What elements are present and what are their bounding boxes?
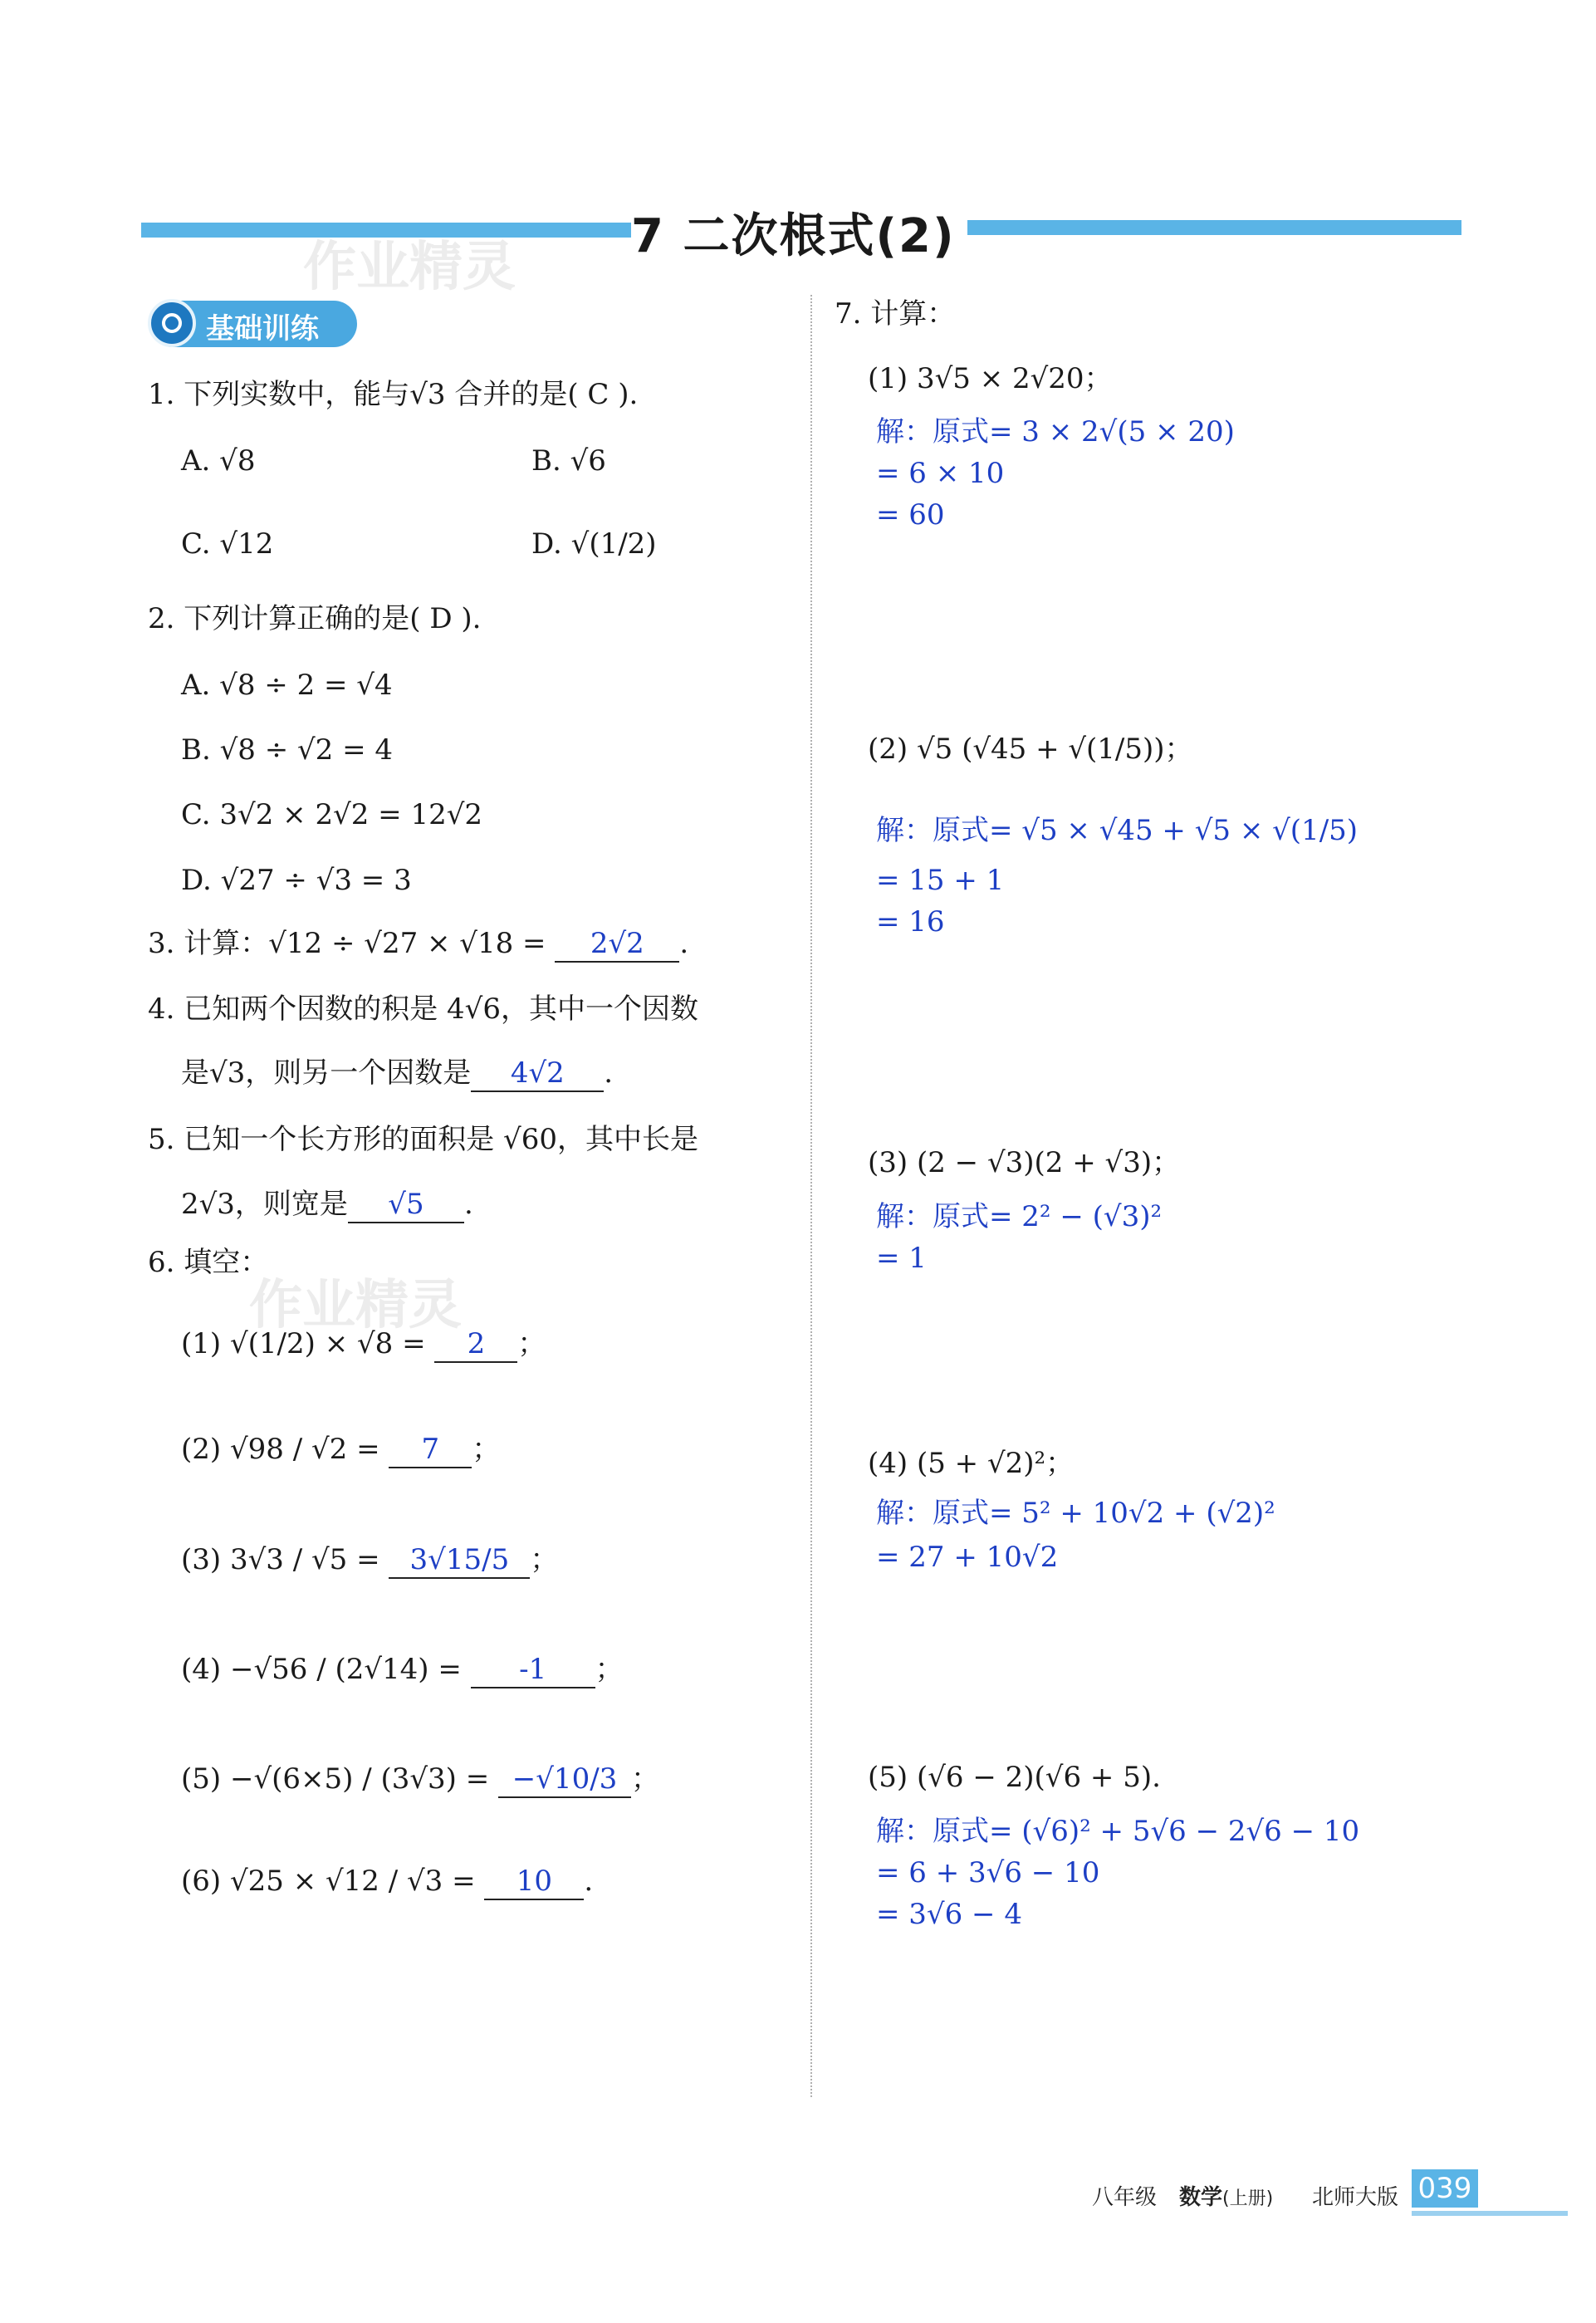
question-6-6-text: (6) √25 × √12 / √3 = <box>181 1865 476 1898</box>
question-5-line1: 5. 已知一个长方形的面积是 √60，其中长是 <box>148 1123 698 1156</box>
question-6: 6. 填空： <box>148 1246 269 1279</box>
solution-7-1-step2: = 6 × 10 <box>876 457 1005 490</box>
column-divider <box>810 295 812 2097</box>
question-1: 1. 下列实数中，能与√3 合并的是( C ). <box>148 378 639 411</box>
page-number-bar <box>1412 2211 1568 2216</box>
footer-volume: (上册) <box>1222 2188 1274 2209</box>
answer-6-2: 7 <box>389 1433 472 1468</box>
watermark-mid: 作业精灵 <box>249 1275 462 1336</box>
question-6-6: (6) √25 × √12 / √3 = 10 . <box>181 1865 593 1900</box>
solution-7-5-step3: = 3√6 − 4 <box>876 1898 1022 1931</box>
footer-subject <box>1179 2180 1273 2211</box>
answer-6-3: 3√15/5 <box>389 1543 530 1579</box>
question-2: 2. 下列计算正确的是( D ). <box>148 602 482 635</box>
title-bar-right <box>967 220 1461 235</box>
answer-3: 2√2 <box>555 927 679 963</box>
footer-subject-name: 数学 <box>1179 2185 1223 2210</box>
question-6-3-text: (3) 3√3 / √5 = <box>181 1543 380 1576</box>
watermark-top: 作业精灵 <box>303 237 516 298</box>
solution-7-5-step2: = 6 + 3√6 − 10 <box>876 1856 1100 1889</box>
question-6-4-text: (4) −√56 / (2√14) = <box>181 1653 462 1686</box>
option-2b: B. √8 ÷ √2 = 4 <box>181 733 394 767</box>
question-6-3: (3) 3√3 / √5 = 3√15/5 ； <box>181 1543 558 1579</box>
solution-7-2-step1: 解：原式= √5 × √45 + √5 × √(1/5) <box>876 814 1359 847</box>
question-5-line2: 2√3，则宽是 √5 . <box>181 1188 473 1223</box>
question-4-line1: 4. 已知两个因数的积是 4√6，其中一个因数 <box>148 992 698 1026</box>
option-1a: A. √8 <box>181 444 256 478</box>
question-3-text: 3. 计算：√12 ÷ √27 × √18 = <box>148 927 556 960</box>
section-label: 基础训练 <box>206 312 319 346</box>
page-number: 039 <box>1412 2169 1478 2208</box>
solution-7-3-step2: = 1 <box>876 1242 927 1275</box>
footer-edition: 北师大版 <box>1312 2185 1399 2210</box>
question-6-5-text: (5) −√(6×5) / (3√3) = <box>181 1762 490 1796</box>
question-4-line2: 是√3，则另一个因数是 4√2 . <box>181 1056 613 1092</box>
question-6-4: (4) −√56 / (2√14) = -1 ； <box>181 1653 624 1688</box>
solution-7-1-step1: 解：原式= 3 × 2√(5 × 20) <box>876 415 1235 448</box>
solution-7-4-step1: 解：原式= 5² + 10√2 + (√2)² <box>876 1497 1275 1530</box>
question-6-1-text: (1) √(1/2) × √8 = <box>181 1327 426 1360</box>
problem-7-1: (1) 3√5 × 2√20； <box>868 362 1113 395</box>
answer-6-6: 10 <box>484 1865 584 1900</box>
question-3: 3. 计算：√12 ÷ √27 × √18 = 2√2 . <box>148 927 688 963</box>
solution-7-1-step3: = 60 <box>876 498 945 532</box>
problem-7-4: (4) (5 + √2)²； <box>868 1447 1075 1480</box>
target-icon <box>148 299 196 347</box>
question-6-5: (5) −√(6×5) / (3√3) = −√10/3 ； <box>181 1762 659 1798</box>
page-title: 7 二次根式(2) <box>631 209 956 263</box>
solution-7-2-step2: = 15 + 1 <box>876 864 1005 897</box>
footer-grade: 八年级 <box>1092 2185 1158 2210</box>
question-6-2-text: (2) √98 / √2 = <box>181 1433 380 1466</box>
question-4-text: 是√3，则另一个因数是 <box>181 1056 472 1090</box>
answer-6-1: 2 <box>434 1327 517 1363</box>
question-7: 7. 计算： <box>835 297 956 331</box>
problem-7-5: (5) (√6 − 2)(√6 + 5). <box>868 1761 1161 1794</box>
solution-7-2-step3: = 16 <box>876 905 945 939</box>
solution-7-4-step2: = 27 + 10√2 <box>876 1541 1059 1574</box>
problem-7-2: (2) √5 (√45 + √(1/5))； <box>868 733 1193 766</box>
question-5-text: 2√3，则宽是 <box>181 1188 348 1221</box>
answer-5: √5 <box>348 1188 464 1223</box>
question-6-2: (2) √98 / √2 = 7 ； <box>181 1433 500 1468</box>
option-2d: D. √27 ÷ √3 = 3 <box>181 864 412 897</box>
problem-7-3: (3) (2 − √3)(2 + √3)； <box>868 1146 1181 1179</box>
question-6-1: (1) √(1/2) × √8 = 2 ； <box>181 1327 546 1363</box>
answer-6-4: -1 <box>471 1653 595 1688</box>
answer-6-5: −√10/3 <box>498 1762 631 1798</box>
option-1c: C. √12 <box>181 527 274 561</box>
option-2a: A. √8 ÷ 2 = √4 <box>181 669 393 702</box>
option-2c: C. 3√2 × 2√2 = 12√2 <box>181 798 483 831</box>
answer-4: 4√2 <box>471 1056 604 1092</box>
option-1b: B. √6 <box>531 444 606 478</box>
option-1d: D. √(1/2) <box>531 527 657 561</box>
solution-7-3-step1: 解：原式= 2² − (√3)² <box>876 1200 1163 1233</box>
solution-7-5-step1: 解：原式= (√6)² + 5√6 − 2√6 − 10 <box>876 1815 1360 1848</box>
